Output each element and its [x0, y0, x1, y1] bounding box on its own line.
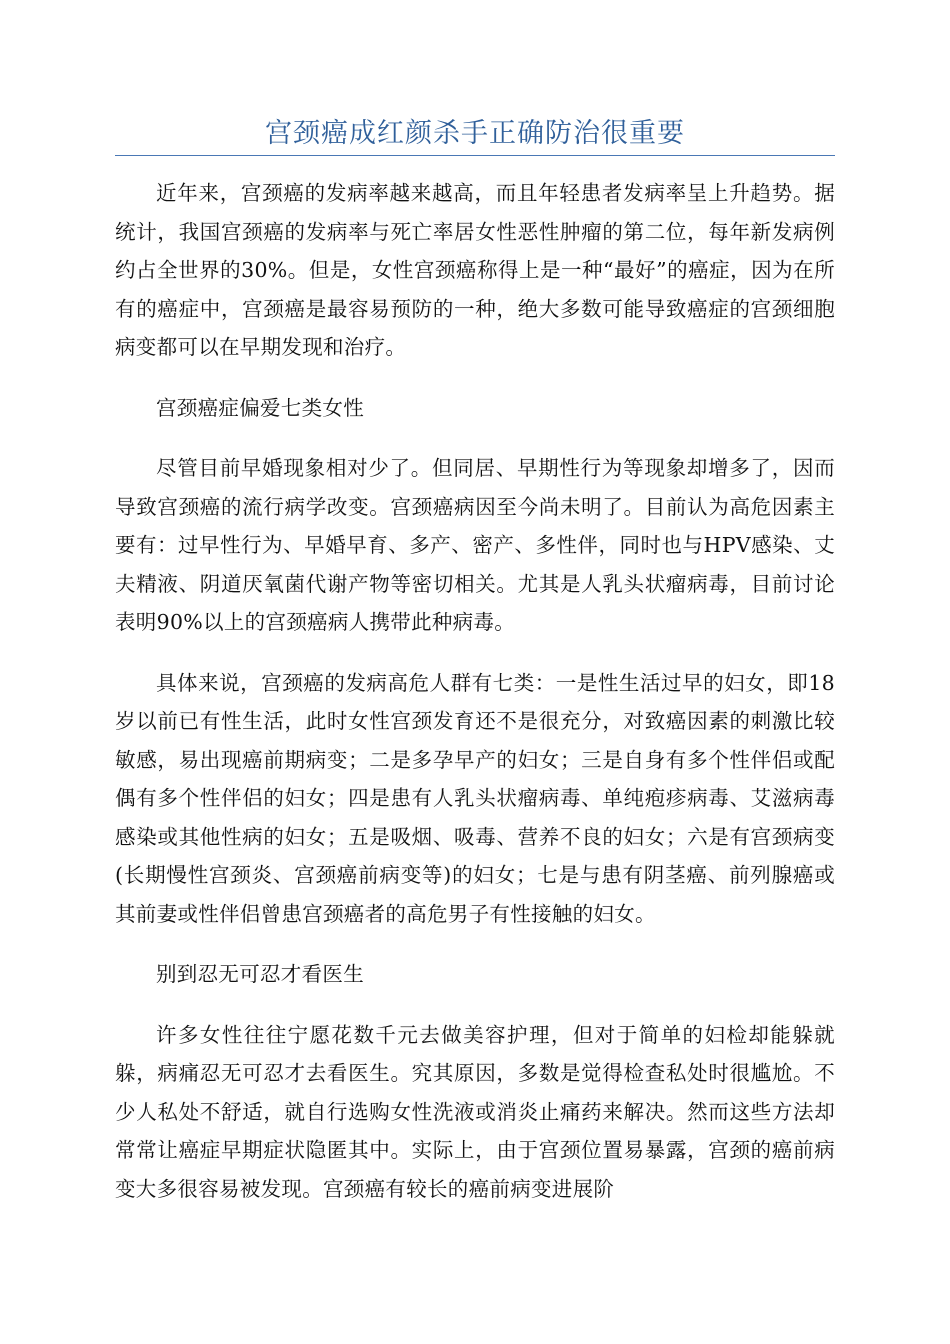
document-title: 宫颈癌成红颜杀手正确防治很重要 [265, 118, 685, 149]
document-body [115, 174, 835, 1230]
section-heading-seven-types: 宫颈癌症偏爱七类女性 [156, 395, 364, 420]
paragraph-high-risk-groups: 具体来说，宫颈癌的发病高危人群有七类：一是性生活过早的妇女，即18岁以前已有性生活，此时女性宫颈发育还不是很充分，对致癌因素的刺激比较敏感，易出现癌前期病变；二是多孕早产的妇女；三是自身有多个性伴侣或配偶有多个性伴侣的妇女；四是患有人乳头状瘤病毒、单纯疱疹病毒、艾滋病毒感染或其他性病的妇女；五是吸烟、吸毒、营养不良的妇女；六是有宫颈病变(长期慢性宫颈炎、宫颈癌前病变等)的妇女；七是与患有阴茎癌、前列腺癌或其前妻或性伴侣曾患宫颈癌者的高危男子有性接触的妇女。 [115, 670, 835, 926]
section-heading-see-doctor: 别到忍无可忍才看医生 [156, 962, 364, 986]
title-underline [115, 155, 835, 156]
paragraph-intro: 近年来，宫颈癌的发病率越来越高，而且年轻患者发病率呈上升趋势。据统计，我国宫颈癌的发病率与死亡率居女性恶性肿瘤的第二位，每年新发病例约占全世界的30%。但是，女性宫颈癌称得上是一种“最好”的癌症，因为在所有的癌症中，宫颈癌是最容易预防的一种，绝大多数可能导致癌症的宫颈细胞病变都可以在早期发现和治疗。 [115, 181, 835, 359]
paragraph-risk-factors: 尽管目前早婚现象相对少了。但同居、早期性行为等现象却增多了，因而导致宫颈癌的流行病学改变。宫颈癌病因至今尚未明了。目前认为高危因素主要有：过早性行为、早婚早育、多产、密产、多性伴，同时也与HPV感染、丈夫精液、阴道厌氧菌代谢产物等密切相关。尤其是人乳头状瘤病毒，目前讨论表明90%以上的宫颈癌病人携带此种病毒。 [115, 456, 835, 634]
paragraph-screening: 许多女性往往宁愿花数千元去做美容护理，但对于简单的妇检却能躲就躲，病痛忍无可忍才去看医生。究其原因，多数是觉得检查私处时很尴尬。不少人私处不舒适，就自行选购女性洗液或消炎止痛药来解决。然而这些方法却常常让癌症早期症状隐匿其中。实际上，由于宫颈位置易暴露，宫颈的癌前病变大多很容易被发现。宫颈癌有较长的癌前病变进展阶 [115, 1022, 835, 1201]
